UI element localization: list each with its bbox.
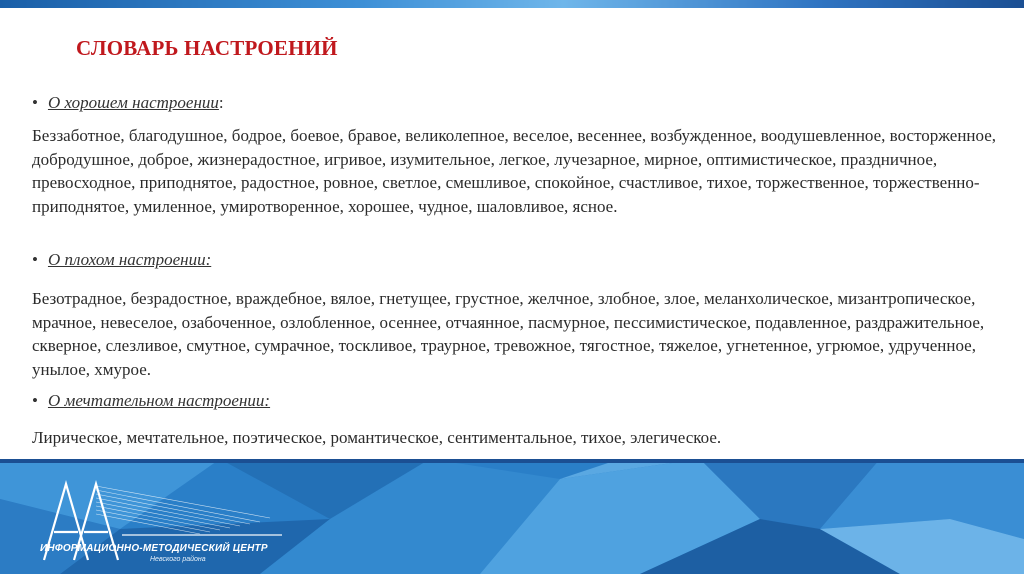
section-text-dreamy: Лирическое, мечтательное, поэтическое, романтическое, сентиментальное, тихое, элегическое. bbox=[32, 428, 722, 447]
org-name: ИНФОРМАЦИОННО-МЕТОДИЧЕСКИЙ ЦЕНТР bbox=[40, 543, 268, 554]
section-text-bad: Безотрадное, безрадостное, враждебное, вялое, гнетущее, грустное, желчное, злобное, злое, меланхолическое, мизантропическое, мрачное, невеселое, озабоченное, озлобленное, осеннее, отчаянное, пасмурное, пессимистическое, подавленное, раздражительное, скверное, слезливое, смутное, сумрачное, тоскливое, траурное, тревожное, тягостное, тяжелое, угнетенное, угрюмое, удрученное, унылое, хмурое. bbox=[32, 289, 985, 379]
section-heading-text: О хорошем настроении bbox=[47, 93, 219, 112]
section-heading-good bbox=[32, 93, 224, 113]
slide-title: СЛОВАРЬ НАСТРОЕНИЙ bbox=[76, 36, 338, 60]
top-decorative-band bbox=[0, 0, 1024, 8]
slide-content bbox=[0, 8, 1024, 460]
section-heading-text: О мечтательном настроении: bbox=[47, 391, 271, 410]
section-heading-text: О плохом настроении: bbox=[47, 250, 212, 269]
org-district: Невского района bbox=[150, 556, 206, 563]
section-heading-bad bbox=[32, 250, 211, 270]
heading-colon: : bbox=[218, 93, 224, 112]
section-heading-dreamy bbox=[32, 391, 270, 411]
section-text-good: Беззаботное, благодушное, бодрое, боевое, бравое, великолепное, веселое, весеннее, возбужденное, воодушевленное, восторженное, добродушное, доброе, жизнерадостное, игривое, изумительное, легкое, лучезарное, мирное, оптимистическое, праздничное, превосходное, приподнятое, радостное, ровное, светлое, смешливое, спокойное, счастливое, тихое, торжественное, торжественно-приподнятое, умиленное, умиротворенное, хорошее, чудное, шаловливое, ясное. bbox=[32, 126, 997, 216]
bullet: • bbox=[32, 250, 38, 269]
bullet: • bbox=[32, 93, 38, 112]
bullet: • bbox=[32, 391, 38, 410]
